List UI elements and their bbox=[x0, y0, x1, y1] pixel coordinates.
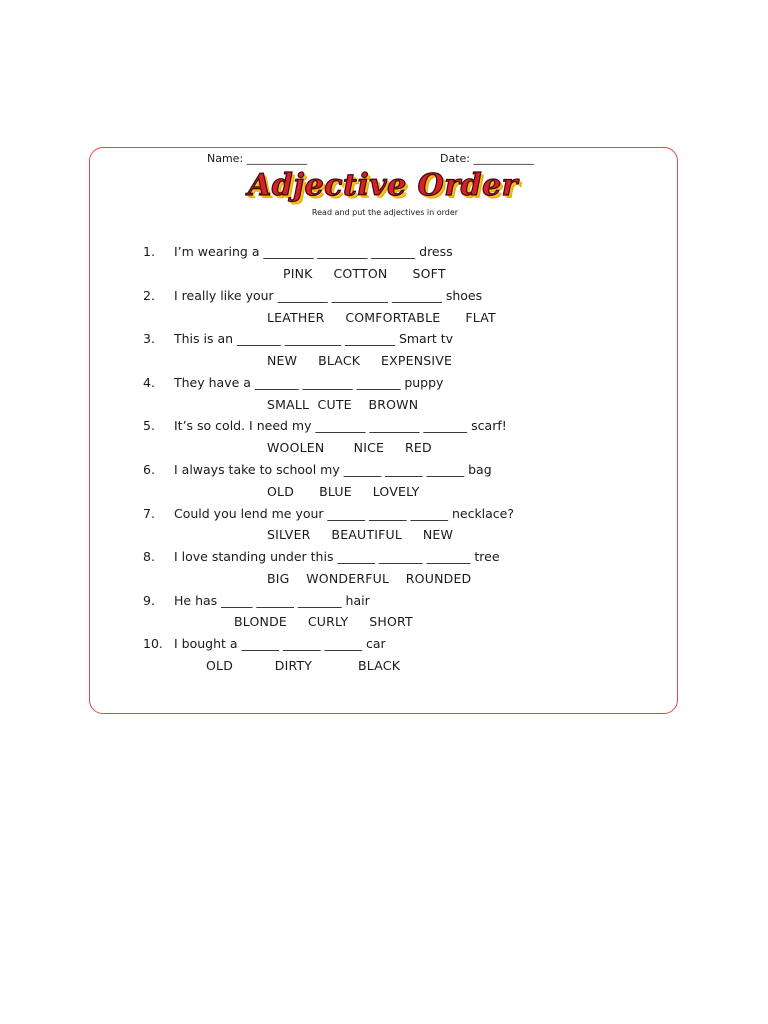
exercise-3-text: This is an _______ _________ ________ Smart tv bbox=[174, 331, 454, 346]
exercise-2-text: I really like your ________ _________ ________ shoes bbox=[174, 288, 483, 303]
exercise-8-number: 8. bbox=[143, 549, 155, 564]
exercise-7-number: 7. bbox=[143, 506, 155, 521]
date-field-label: Date: ___________ bbox=[440, 152, 534, 165]
name-field-label: Name: ___________ bbox=[207, 152, 308, 165]
exercise-9-options: BLONDE CURLY SHORT bbox=[234, 614, 413, 629]
exercise-1-text: I’m wearing a ________ ________ _______ dress bbox=[174, 244, 453, 259]
exercise-4-options: SMALL CUTE BROWN bbox=[267, 397, 419, 412]
exercise-8-text: I love standing under this ______ _______ _______ tree bbox=[174, 549, 500, 564]
exercise-4-sentence bbox=[143, 375, 443, 391]
exercise-5-sentence bbox=[143, 418, 507, 434]
exercise-2-number: 2. bbox=[143, 288, 155, 303]
exercise-4-text: They have a _______ ________ _______ puppy bbox=[174, 375, 444, 390]
exercise-10-number: 10. bbox=[143, 636, 163, 651]
exercise-9-sentence bbox=[143, 593, 370, 609]
exercise-8-options: BIG WONDERFUL ROUNDED bbox=[267, 571, 472, 586]
instruction-text: Read and put the adjectives in order bbox=[311, 208, 459, 217]
exercise-1-number: 1. bbox=[143, 244, 155, 259]
exercise-2-options: LEATHER COMFORTABLE FLAT bbox=[267, 310, 496, 325]
exercise-6-sentence bbox=[143, 462, 492, 478]
exercise-7-options: SILVER BEAUTIFUL NEW bbox=[267, 527, 454, 542]
worksheet-title: Adjective Order bbox=[248, 168, 518, 203]
exercise-1-sentence bbox=[143, 244, 453, 260]
exercise-5-text: It’s so cold. I need my ________ ________ _______ scarf! bbox=[174, 418, 507, 433]
exercise-3-number: 3. bbox=[143, 331, 155, 346]
exercise-6-number: 6. bbox=[143, 462, 155, 477]
exercise-7-sentence bbox=[143, 506, 514, 522]
exercise-10-sentence bbox=[143, 636, 386, 652]
exercise-10-options: OLD DIRTY BLACK bbox=[206, 658, 401, 673]
exercise-6-text: I always take to school my ______ ______ ______ bag bbox=[174, 462, 492, 477]
exercise-3-options: NEW BLACK EXPENSIVE bbox=[267, 353, 453, 368]
exercise-9-number: 9. bbox=[143, 593, 155, 608]
exercise-6-options: OLD BLUE LOVELY bbox=[267, 484, 420, 499]
exercise-1-options: PINK COTTON SOFT bbox=[283, 266, 446, 281]
exercise-4-number: 4. bbox=[143, 375, 155, 390]
exercise-10-text: I bought a ______ ______ ______ car bbox=[174, 636, 386, 651]
exercise-7-text: Could you lend me your ______ ______ ______ necklace? bbox=[174, 506, 515, 521]
exercise-3-sentence bbox=[143, 331, 453, 347]
exercise-2-sentence bbox=[143, 288, 482, 304]
exercise-5-number: 5. bbox=[143, 418, 155, 433]
exercise-5-options: WOOLEN NICE RED bbox=[267, 440, 432, 455]
exercise-8-sentence bbox=[143, 549, 500, 565]
exercise-9-text: He has _____ ______ _______ hair bbox=[174, 593, 370, 608]
